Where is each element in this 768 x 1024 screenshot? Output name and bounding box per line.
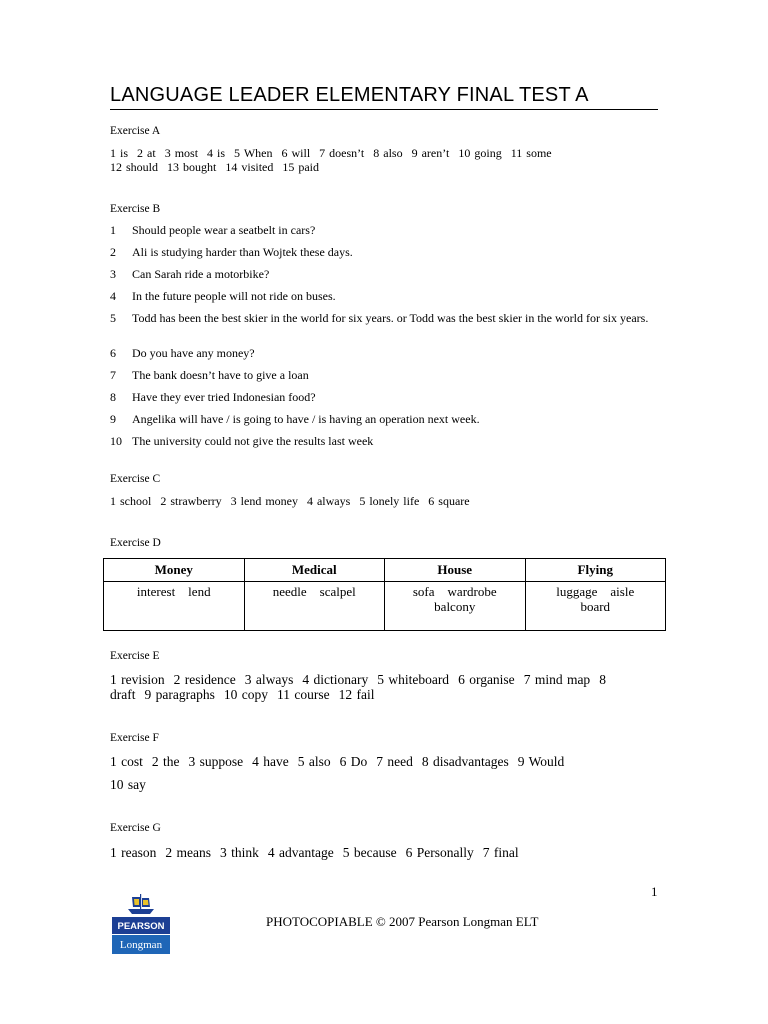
answer-item: 2 the [151, 754, 180, 769]
page-number: 1 [651, 884, 658, 899]
answer-item: 4 dictionary [302, 672, 369, 687]
answer-item: 13 bought [167, 160, 217, 174]
list-item [110, 412, 670, 426]
item-text: Todd has been the best skier in the world for six years. or Todd was the best skier in the world for six years. [132, 311, 649, 325]
answer-item: 10 going [458, 146, 502, 160]
answer-item: 5 whiteboard [377, 672, 450, 687]
ship-icon [128, 894, 154, 914]
list-item [110, 267, 670, 281]
exercise-a-line1 [110, 146, 561, 161]
table-cell: interest lend [104, 582, 245, 631]
answer-item: 3 think [219, 845, 259, 860]
exercise-e-heading: Exercise E [110, 650, 160, 662]
item-text: The bank doesn’t have to give a loan [132, 368, 309, 382]
answer-item: 1 school [110, 494, 152, 508]
answer-item: 4 is [207, 146, 226, 160]
item-number: 6 [110, 346, 116, 360]
table-row [104, 582, 666, 631]
answer-item: 3 lend money [230, 494, 298, 508]
item-number: 2 [110, 245, 116, 259]
vocabulary-table [103, 558, 666, 631]
exercise-f-line1 [110, 754, 573, 770]
item-number: 4 [110, 289, 116, 303]
answer-item: 5 also [297, 754, 331, 769]
answer-item: 7 doesn’t [319, 146, 365, 160]
svg-text:PEARSON: PEARSON [117, 921, 165, 932]
answer-item: 14 visited [225, 160, 274, 174]
exercise-g-line1 [110, 845, 528, 861]
answer-item: 11 course [276, 687, 330, 702]
exercise-f-line2 [110, 777, 155, 793]
list-item [110, 346, 670, 360]
answer-item: draft [110, 687, 136, 702]
answer-item: 2 means [165, 845, 211, 860]
answer-item: 1 reason [110, 845, 157, 860]
pearson-longman-logo [112, 892, 170, 954]
answer-item: 5 lonely life [359, 494, 420, 508]
item-text: Can Sarah ride a motorbike? [132, 267, 270, 281]
answer-item: 4 always [306, 494, 351, 508]
answer-item: 11 some [510, 146, 552, 160]
answer-item: 6 square [428, 494, 470, 508]
item-text: In the future people will not ride on buses. [132, 289, 336, 303]
answer-item: 1 is [110, 146, 129, 160]
exercise-c-line [110, 494, 479, 509]
answer-item: 2 at [137, 146, 156, 160]
answer-item: 1 revision [110, 672, 165, 687]
answer-item: 1 cost [110, 754, 143, 769]
item-text: Angelika will have / is going to have / is having an operation next week. [132, 412, 480, 426]
answer-item: 6 will [281, 146, 311, 160]
answer-item: 9 Would [517, 754, 565, 769]
answer-item: 6 Do [339, 754, 368, 769]
list-item [110, 368, 670, 382]
answer-item: 8 disadvantages [421, 754, 509, 769]
answer-item: 8 [599, 672, 606, 687]
answer-item: 8 also [373, 146, 403, 160]
table-header: House [385, 559, 526, 582]
item-number: 8 [110, 390, 116, 404]
item-number: 7 [110, 368, 116, 382]
item-number: 9 [110, 412, 116, 426]
item-text: Should people wear a seatbelt in cars? [132, 223, 316, 237]
table-header: Medical [244, 559, 385, 582]
answer-item: 3 suppose [188, 754, 244, 769]
answer-item: 4 advantage [267, 845, 334, 860]
item-number: 3 [110, 267, 116, 281]
answer-item: 10 copy [223, 687, 268, 702]
answer-item: 2 residence [173, 672, 236, 687]
exercise-b-list [110, 223, 670, 448]
answer-item: 3 most [164, 146, 199, 160]
page-title: LANGUAGE LEADER ELEMENTARY FINAL TEST A [110, 84, 658, 110]
answer-item: 3 always [244, 672, 294, 687]
answer-item: 4 have [252, 754, 289, 769]
item-text: Do you have any money? [132, 346, 255, 360]
answer-item: 7 final [482, 845, 519, 860]
answer-item: 10 say [110, 777, 146, 792]
exercise-d-heading: Exercise D [110, 537, 161, 549]
list-item [110, 390, 670, 404]
list-item [110, 223, 670, 237]
svg-text:Longman: Longman [119, 939, 163, 951]
item-text: Have they ever tried Indonesian food? [132, 390, 316, 404]
list-item [110, 311, 670, 325]
answer-item: 6 organise [458, 672, 515, 687]
footer-copyright: PHOTOCOPIABLE © 2007 Pearson Longman ELT [266, 914, 539, 929]
table-cell: luggage aisle board [525, 582, 666, 631]
item-text: The university could not give the results last week [132, 434, 374, 448]
exercise-g-heading: Exercise G [110, 822, 161, 834]
exercise-b-heading: Exercise B [110, 203, 161, 215]
table-cell: sofa wardrobe balcony [385, 582, 526, 631]
list-item [110, 245, 670, 259]
exercise-c-heading: Exercise C [110, 473, 161, 485]
answer-item: 7 mind map [523, 672, 591, 687]
item-text: Ali is studying harder than Wojtek these days. [132, 245, 353, 259]
exercise-e-line2 [110, 687, 383, 703]
exercise-a-heading: Exercise A [110, 125, 161, 137]
answer-item: 5 because [342, 845, 397, 860]
exercise-f-heading: Exercise F [110, 732, 159, 744]
answer-item: 9 paragraphs [144, 687, 215, 702]
answer-item: 9 aren’t [411, 146, 450, 160]
item-number: 10 [110, 434, 122, 448]
answer-item: 12 should [110, 160, 159, 174]
answer-item: 15 paid [282, 160, 320, 174]
answer-item: 5 When [234, 146, 273, 160]
item-number: 5 [110, 311, 116, 325]
table-header: Money [104, 559, 245, 582]
answer-item: 6 Personally [405, 845, 474, 860]
table-header: Flying [525, 559, 666, 582]
list-item [110, 289, 670, 303]
exercise-a-line2 [110, 160, 328, 175]
answer-item: 7 need [376, 754, 413, 769]
item-number: 1 [110, 223, 116, 237]
exercise-e-line1 [110, 672, 615, 688]
list-item [110, 434, 670, 448]
answer-item: 2 strawberry [160, 494, 222, 508]
answer-item: 12 fail [338, 687, 375, 702]
table-cell: needle scalpel [244, 582, 385, 631]
